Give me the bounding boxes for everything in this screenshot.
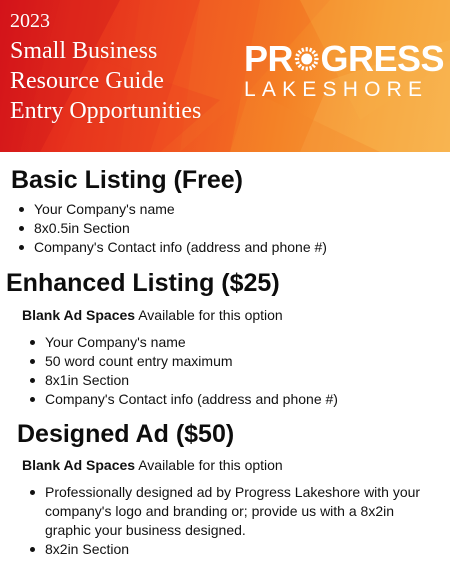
logo-subtitle: LAKESHORE	[244, 78, 429, 101]
enhanced-listing-list	[45, 333, 450, 409]
bullet-icon	[30, 397, 35, 402]
banner-line-4: Entry Opportunities	[10, 98, 202, 124]
list-item	[45, 483, 430, 540]
note-text: Available for this option	[135, 457, 283, 473]
header-banner	[0, 0, 450, 152]
banner-year: 2023	[10, 10, 50, 32]
list-item-text: 50 word count entry maximum	[45, 353, 233, 369]
banner-line-3: Resource Guide	[10, 68, 164, 94]
list-item-text: Professionally designed ad by Progress Lakeshore with your company's logo and branding or; provide us with a 8x2in graphic your business designed.	[45, 484, 421, 538]
banner-title	[10, 6, 201, 126]
logo-word-right: GRESS	[320, 38, 444, 79]
list-item-text: 8x2in Section	[45, 541, 130, 557]
list-item	[34, 238, 450, 257]
list-item	[45, 352, 450, 371]
basic-listing-list	[34, 200, 450, 257]
list-item	[45, 540, 430, 559]
note-bold: Blank Ad Spaces	[22, 457, 136, 473]
list-item-text: Your Company's name	[34, 201, 175, 217]
logo-word-left: PR	[244, 38, 294, 79]
designed-ad-list	[45, 483, 430, 559]
bullet-icon	[30, 547, 35, 552]
bullet-icon	[19, 245, 24, 250]
list-item	[45, 333, 450, 352]
designed-ad-section	[0, 419, 450, 559]
banner-line-2: Small Business	[10, 38, 158, 64]
note-bold: Blank Ad Spaces	[22, 307, 136, 323]
designed-ad-note	[22, 456, 450, 474]
note-text: Available for this option	[135, 307, 283, 323]
list-item-text: Your Company's name	[45, 334, 186, 350]
basic-listing-section	[0, 165, 450, 257]
bullet-icon	[30, 359, 35, 364]
bullet-icon	[19, 207, 24, 212]
bullet-icon	[19, 226, 24, 231]
enhanced-listing-note	[22, 306, 450, 324]
enhanced-listing-heading: Enhanced Listing ($25)	[6, 269, 280, 297]
list-item-text: 8x0.5in Section	[34, 220, 130, 236]
logo-wordmark	[244, 40, 444, 78]
list-item	[45, 371, 450, 390]
bullet-icon	[30, 378, 35, 383]
bullet-icon	[30, 490, 35, 495]
progress-lakeshore-logo	[244, 40, 444, 102]
sunburst-icon	[294, 44, 319, 74]
list-item-text: Company's Contact info (address and phone #)	[34, 239, 327, 255]
list-item	[34, 200, 450, 219]
enhanced-listing-section	[0, 268, 450, 409]
list-item-text: Company's Contact info (address and phone #)	[45, 391, 338, 407]
bullet-icon	[30, 340, 35, 345]
list-item	[45, 390, 450, 409]
list-item	[34, 219, 450, 238]
list-item-text: 8x1in Section	[45, 372, 130, 388]
designed-ad-heading: Designed Ad ($50)	[17, 420, 235, 448]
basic-listing-heading: Basic Listing (Free)	[11, 166, 243, 194]
